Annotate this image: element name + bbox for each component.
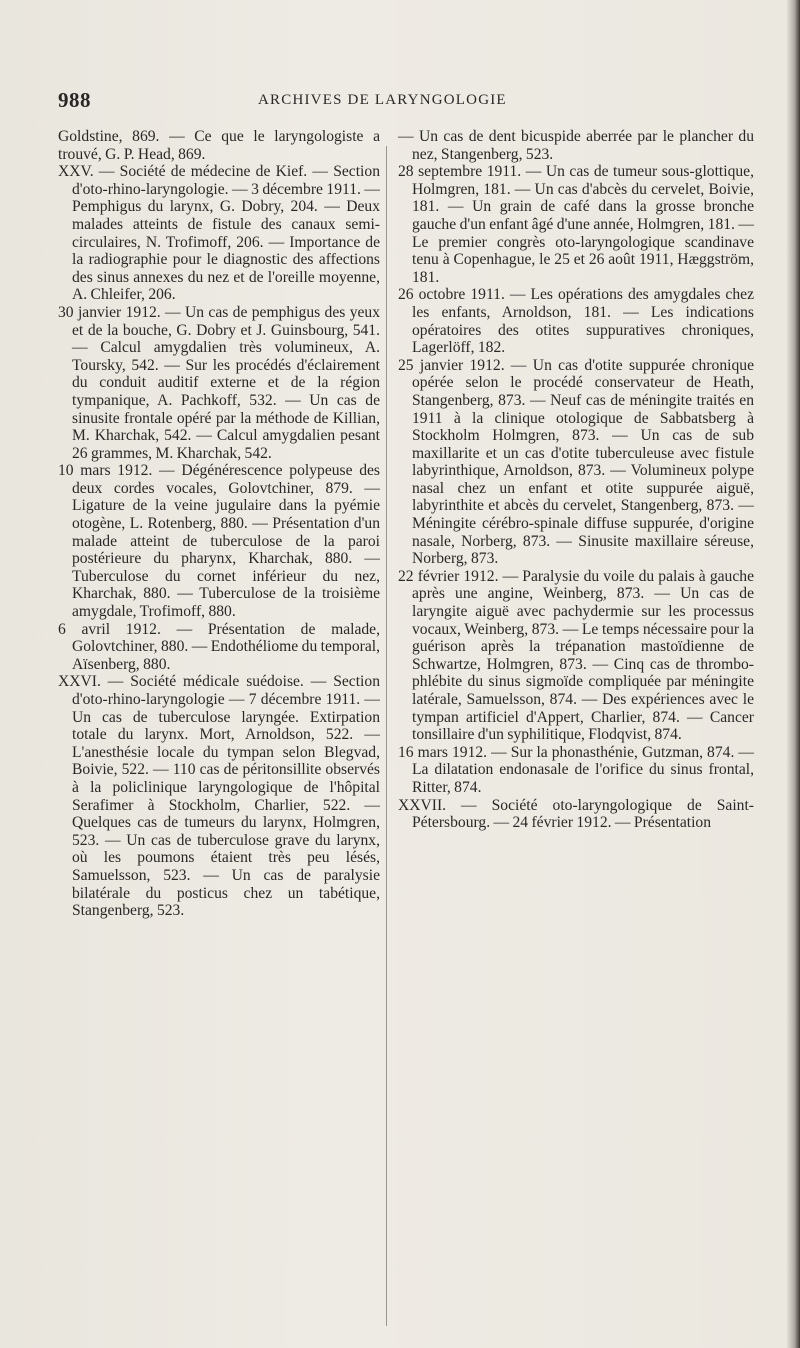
page-edge-shadow <box>786 0 800 1348</box>
index-entry: 6 avril 1912. — Présentation de malade, Golovtchiner, 880. — Endothéliome du temporal, Aïsenberg, 880. <box>58 620 380 673</box>
index-entry: 30 janvier 1912. — Un cas de pemphigus des yeux et de la bouche, G. Dobry et J. Guinsbourg, 541. — Calcul amygdalien très volumineux, A. Toursky, 542. — Sur les procédés d'éclairement du conduit auditif externe et de la région tympanique, A. Pachkoff, 532. — Un cas de sinusite frontale opéré par la méthode de Killian, M. Kharchak, 542. — Calcul amygdalien pesant 26 grammes, M. Kharchak, 542. <box>58 303 380 462</box>
index-entry: 26 octobre 1911. — Les opérations des amygdales chez les enfants, Arnoldson, 181. — Les indications opératoires des otites suppuratives chroniques, Lagerlöff, 182. <box>398 286 754 357</box>
column-divider <box>386 146 387 1326</box>
running-title: ARCHIVES DE LARYNGOLOGIE <box>258 92 507 108</box>
index-entry: 10 mars 1912. — Dégénérescence polypeuse des deux cordes vocales, Golovtchiner, 879. — Ligature de la veine jugulaire dans la pyémie otogène, L. Rotenberg, 880. — Présentation d'un malade atteint de tuberculose de la paroi postérieure du pharynx, Kharchak, 880. — Tuberculose du cornet inférieur du nez, Kharchak, 880. — Tuberculose de la troisième amygdale, Trofimoff, 880. <box>58 462 380 621</box>
index-entry: XXVII. — Société oto-laryngologique de Saint-Pétersbourg. — 24 février 1912. — Présentation <box>398 796 754 832</box>
index-entry: 28 septembre 1911. — Un cas de tumeur sous-glottique, Holmgren, 181. — Un cas d'abcès du cervelet, Boivie, 181. — Un grain de café dans la grosse bronche gauche d'un enfant âgé d'une année, Holmgren, 181. — Le premier congrès oto-laryngologique scandinave tenu à Copenhague, le 25 et 26 août 1911, Hæggström, 181. <box>398 163 754 286</box>
page-header <box>58 88 763 114</box>
index-entry: — Un cas de dent bicuspide aberrée par le plancher du nez, Stangenberg, 523. <box>398 128 754 163</box>
index-entry: Goldstine, 869. — Ce que le laryngologiste a trouvé, G. P. Head, 869. <box>58 128 380 163</box>
left-column <box>58 128 380 920</box>
right-column <box>398 128 754 832</box>
index-entry: 25 janvier 1912. — Un cas d'otite suppurée chronique opérée selon le procédé conservateur de Heath, Stangenberg, 873. — Neuf cas de méningite traités en 1911 à la clinique otologique de Sabbatsberg à Stockholm Holmgren, 873. — Un cas de sub maxillarite et un cas d'otite tuberculeuse avec fistule labyrinthique, Arnoldson, 873. — Volumineux polype nasal chez un enfant et otite suppurée aiguë, labyrinthite et abcès du cervelet, Stangenberg, 873. — Méningite cérébro-spinale diffuse suppurée, d'origine nasale, Norberg, 873. — Sinusite maxillaire séreuse, Norberg, 873. <box>398 356 754 568</box>
index-entry: XXV. — Société de médecine de Kief. — Section d'oto-rhino-laryngologie. — 3 décembre 1911. — Pemphigus du larynx, G. Dobry, 204. — Deux malades atteints de fistule des canaux semi-circulaires, N. Trofimoff, 206. — Importance de la radiographie pour le diagnostic des affections des sinus annexes du nez et de l'oreille moyenne, A. Chleifer, 206. <box>58 163 380 304</box>
index-entry: XXVI. — Société médicale suédoise. — Section d'oto-rhino-laryngologie — 7 décembre 1911. — Un cas de tuberculose laryngée. Extirpation totale du larynx. Mort, Arnoldson, 522. — L'anesthésie locale du tympan selon Blegvad, Boivie, 522. — 110 cas de péritonsillite observés à la policlinique laryngologique de l'hôpital Serafimer à Stockholm, Charlier, 522. — Quelques cas de tumeurs du larynx, Holmgren, 523. — Un cas de tuberculose grave du larynx, où les poumons étaient très peu lésés, Samuelsson, 523. — Un cas de paralysie bilatérale du posticus chez un tabétique, Stangenberg, 523. <box>58 673 380 920</box>
page-number: 988 <box>58 88 91 112</box>
index-entry: 22 février 1912. — Paralysie du voile du palais à gauche après une angine, Weinberg, 873. — Un cas de laryngite aiguë avec pachydermie sur les processus vocaux, Weinberg, 873. — Le temps nécessaire pour la guérison après la trépanation mastoïdienne de Schwartze, Holmgren, 873. — Cinq cas de thrombo-phlébite du sinus sigmoïde compliquée par méningite latérale, Samuelsson, 874. — Des expériences avec le tympan artificiel d'Appert, Charlier, 874. — Cancer tonsillaire d'un syphilitique, Flodqvist, 874. <box>398 567 754 744</box>
index-entry: 16 mars 1912. — Sur la phonasthénie, Gutzman, 874. — La dilatation endonasale de l'orifice du sinus frontal, Ritter, 874. <box>398 743 754 796</box>
